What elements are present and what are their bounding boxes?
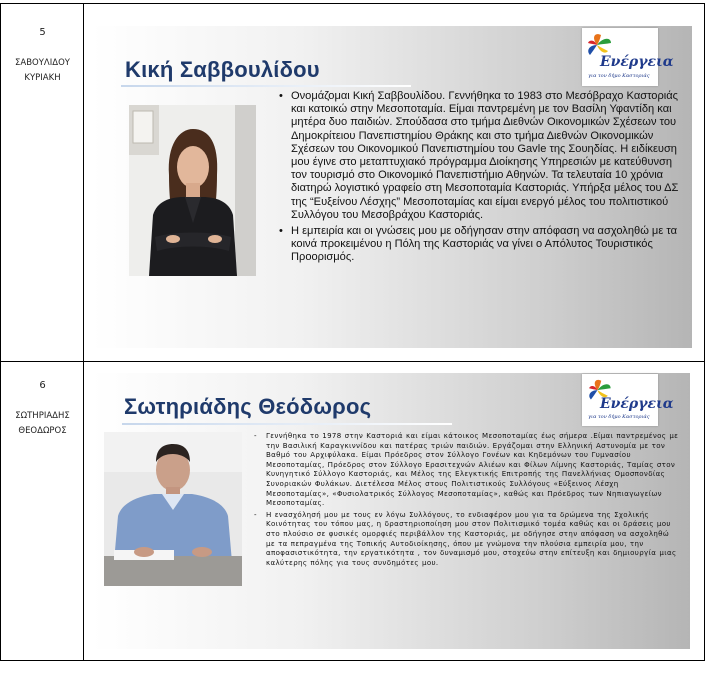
woman-portrait-image (129, 105, 256, 276)
title-underline (121, 85, 411, 87)
bio-paragraph: - Γεννήθηκα το 1978 στην Καστοριά και είμαι κάτοικος Μεσοποταμίας έως σήμερα .Είμαι παντρεμένος με την Βασιλική Καραγκιννίδου και πατέρας τριών παιδιών. Εργάζομαι στην Ελληνική Αστυνομία με τον Βαθμό του Αρχιφύλακα. Είμαι Πρόεδρος στον Σύλλογο Γονέων και Κηδεμόνων του Γυμνασίου Μεσοποταμίας, Πρόεδρος στον Σύλλογο Ερασιτεχνών Αλιέων και Φίλων Λίμνης Καστοριάς, Ταμίας στον Κυνηγητικό Σύλλογο Καστοριάς, και Μέλος της Ελεγκτικής Επιτροπής της Πανελλήνιας Ομοσπονδίας Συνοριακών Φυλάκων. Διετέλεσα Μέλος στους Πολιτιστικούς Συλλόγους «Εύξεινος Λέσχη Μεσοποταμίας», «Φυσιολατρικός Σύλλογος Μεσοποταμίας», καθώς και Πρόεδρος των Νηπιαγωγείων Μεσοποταμίας. (252, 431, 680, 508)
bio-paragraph: • Η εμπειρία και οι γνώσεις μου με οδήγησαν στην απόφαση να ασχοληθώ με τα κοινά προκειμένου η Πόλη της Καστοριάς να γίνει ο Απόλυτος Τουριστικός Προορισμός. (279, 225, 679, 265)
logo-tagline: για τον δήμο Καστοριάς (588, 73, 650, 79)
man-portrait-image (104, 432, 242, 586)
energeia-logo (582, 28, 674, 86)
logo-word: Ενέργεια (600, 396, 674, 412)
candidate-slide (92, 373, 690, 649)
table-row (0, 3, 705, 362)
candidate-surname: ΣΩΤΗΡΙΑΔΗΣ (15, 411, 70, 421)
candidate-photo (129, 105, 256, 276)
candidate-firstname: ΚΥΡΙΑΚΗ (24, 73, 61, 83)
candidate-firstname: ΘΕΟΔΩΡΟΣ (18, 426, 67, 436)
logo-tagline: για τον δήμο Καστοριάς (588, 414, 650, 420)
candidate-surname: ΣΑΒΟΥΛΙΔΟΥ (15, 58, 70, 68)
candidate-info-cell (1, 362, 84, 660)
title-underline (122, 423, 452, 425)
logo-word: Ενέργεια (600, 54, 674, 70)
candidate-number: 5 (39, 27, 46, 38)
slide-title: Κική Σαββουλίδου (125, 57, 320, 82)
candidate-bio (252, 431, 680, 569)
bio-paragraph: • Ονομάζομαι Κική Σαββουλίδου. Γεννήθηκα το 1983 στο Μεσόβραχο Καστοριάς και κατοικώ στην Μεσοποταμία. Είμαι παντρεμένη με τον Βασίλη Υφαντίδη και μητέρα δυο παιδιών. Σπούδασα στο τμήμα Διεθνών Οικονομικών Σχέσεων του Δημοκρίτειου Πανεπιστημίου Θράκης και στο τμήμα Διεθνών Οικονομικών Σχέσεων του Οικονομικού Πανεπιστημίου του Gavle της Σουηδίας. Η ειδίκευση μου έγινε στο μεταπτυχιακό πρόγραμμα Διοίκησης Υπηρεσιών με κατεύθυνση τον τουρισμό στο Οικονομικό Πανεπιστήμιο Αθηνών. Τα τελευταία 10 χρόνια διατηρώ λογιστικό γραφείο στη Μεσοποταμία Καστοριάς. Υπήρξα μέλος του ΔΣ της “Ευξείνου Λέσχης” Μεσοποταμίας και είμαι ενεργό μέλος του πολιτιστικού Συλλόγου του Μεσοβράχου Καστοριάς. (279, 90, 679, 222)
candidate-info-cell (1, 4, 84, 361)
candidate-number: 6 (39, 380, 46, 391)
slide-title: Σωτηριάδης Θεόδωρος (124, 394, 372, 419)
candidate-photo (104, 432, 242, 586)
candidate-slide (91, 26, 692, 348)
energeia-logo (582, 374, 674, 426)
candidate-bio (279, 90, 679, 268)
bio-paragraph: - Η ενασχόλησή μου με τους εν λόγω Συλλόγους, το ενδιαφέρον μου για τα δρώμενα της Σχολικής Κοινότητας του τόπου μας, η δραστηριοποίηση μου στον Πολιτισμικό τομέα καθώς και οι δράσεις μου στο πλούσιο σε φυσικές ομορφιές περιβάλλον της Καστοριάς, με οδήγησε στην απόφαση να ασχοληθώ με τα πεπραγμένα της Τοπικής Αυτοδιοίκησης, όπου με γνώμονα την πλούσια εμπειρία μου, την αποφασιστικότητα, την εργατικότητα , τον δυναμισμό μου, στοχεύω στην επίτευξη και δημιουργία μιας καλύτερης πόλης για τους συνδημότες μου. (252, 510, 680, 568)
